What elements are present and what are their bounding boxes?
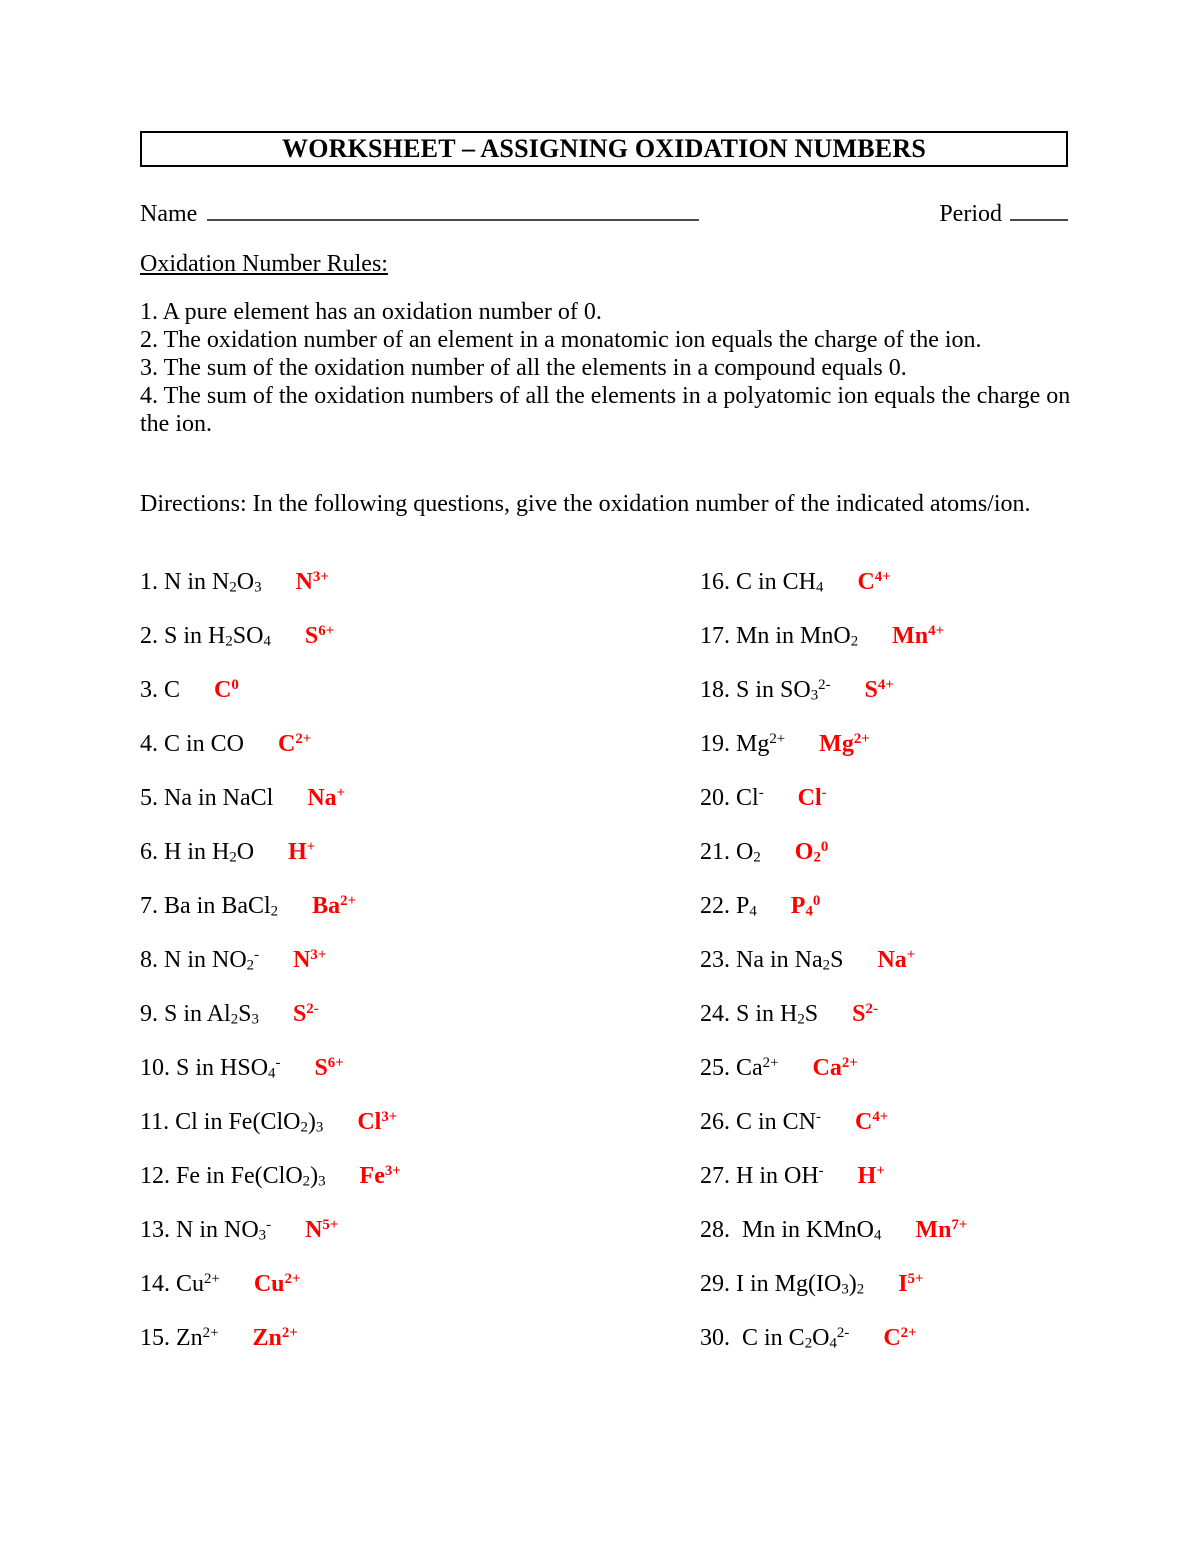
- answer-text: H+: [288, 838, 316, 865]
- question-item: [700, 1162, 1068, 1190]
- answer-text: $S^{6+}$: [314, 1054, 344, 1081]
- question-text: 11. Cl in $Fe(ClO_2)_3$: [140, 1109, 324, 1136]
- question-text: 8. N in $NO_2^-$: [140, 946, 260, 974]
- question-text: 6. H in $H_2O$: [140, 839, 255, 866]
- answer-text: $Mn^{4+}$: [892, 622, 945, 649]
- question-text: 26. C in CN-: [700, 1108, 821, 1135]
- answer-text: $Ca^{2+}$: [812, 1054, 858, 1081]
- directions-text: Directions: In the following questions, give the oxidation number of the indicated atoms/ion.: [140, 491, 1031, 517]
- question-text: 7. Ba in BaCl$_2$: [140, 893, 279, 920]
- question-text: 16. C in $CH_4$: [700, 569, 824, 596]
- question-text: 19. $Mg^{2+}$: [700, 730, 786, 757]
- worksheet-title-box: [140, 131, 1068, 167]
- answer-text: $C^{2+}$: [883, 1324, 917, 1351]
- answer-text: $Cu^{2+}$: [253, 1270, 301, 1297]
- answer-text: $N^{3+}$: [295, 568, 329, 595]
- period-blank-line: [1010, 197, 1068, 221]
- answer-text: $S^{2-}$: [292, 1000, 319, 1027]
- question-item: [140, 730, 700, 758]
- question-text: 14. $Cu^{2+}$: [140, 1270, 220, 1297]
- period-label: Period: [939, 201, 1002, 227]
- question-item: [140, 1054, 700, 1082]
- question-item: [700, 1324, 1068, 1352]
- question-item: [700, 1270, 1068, 1298]
- rule-item: 2. The oxidation number of an element in a monatomic ion equals the charge of the ion.: [140, 327, 982, 353]
- question-text: 23. Na in $Na_2S$: [700, 947, 844, 974]
- question-item: [700, 946, 1068, 974]
- rule-item: 4. The sum of the oxidation numbers of all the elements in a polyatomic ion equals the charge on the ion.: [140, 383, 1071, 437]
- question-text: 12. Fe in $Fe(ClO_2)_3$: [140, 1163, 326, 1190]
- question-item: [140, 1270, 700, 1298]
- answer-text: $Ba^{2+}$: [312, 892, 357, 919]
- answer-text: $S^{4+}$: [864, 676, 894, 703]
- answer-text: $Cl^{3+}$: [357, 1108, 398, 1135]
- question-text: 15. $Zn^{2+}$: [140, 1324, 219, 1351]
- question-item: [700, 676, 1068, 704]
- question-text: 2. S in $H_2SO_4$: [140, 623, 271, 650]
- rules-list: [140, 298, 1072, 438]
- answer-text: $C^0$: [214, 676, 239, 703]
- answer-text: H+: [857, 1162, 885, 1189]
- question-text: 13. N in $NO_3^-$: [140, 1216, 272, 1244]
- question-text: 29. I in $Mg(IO_3)_2$: [700, 1271, 865, 1298]
- answer-text: $N^{3+}$: [293, 946, 327, 973]
- question-text: 24. S in $H_2S$: [700, 1001, 819, 1028]
- question-item: [140, 1108, 700, 1136]
- question-item: [140, 676, 700, 704]
- answer-text: $Mn^{7+}$: [915, 1216, 968, 1243]
- question-item: [140, 784, 700, 812]
- question-text: 30. C in $C_2O_4^{2-}$: [700, 1324, 850, 1352]
- answer-text: $O_2^0$: [794, 838, 829, 866]
- question-item: [140, 1216, 700, 1244]
- answer-text: Cl-: [797, 784, 827, 811]
- question-item: [700, 1000, 1068, 1028]
- question-text: 5. Na in NaCl: [140, 785, 274, 811]
- answer-text: $P_4^0$: [790, 892, 821, 920]
- answer-text: $C^{2+}$: [278, 730, 312, 757]
- worksheet-title: WORKSHEET – ASSIGNING OXIDATION NUMBERS: [282, 134, 926, 163]
- period-group: [939, 197, 1068, 228]
- answer-text: $Zn^{2+}$: [252, 1324, 298, 1351]
- question-item: [140, 946, 700, 974]
- name-group: [140, 197, 699, 228]
- question-text: 4. C in CO: [140, 731, 245, 757]
- question-text: 10. S in $HSO_4^-$: [140, 1054, 281, 1082]
- answer-text: $C^{4+}$: [854, 1108, 889, 1135]
- question-item: [140, 622, 700, 650]
- question-text: 22. $P_4$: [700, 893, 757, 920]
- question-item: [140, 892, 700, 920]
- question-text: 1. N in $N_2O_3$: [140, 569, 262, 596]
- answer-text: $C^{4+}$: [857, 568, 891, 595]
- question-item: [700, 892, 1068, 920]
- answer-text: $Fe^{3+}$: [359, 1162, 401, 1189]
- answer-text: $N^{5+}$: [305, 1216, 339, 1243]
- question-item: [140, 1000, 700, 1028]
- question-item: [700, 784, 1068, 812]
- question-item: [140, 1162, 700, 1190]
- question-text: 17. Mn in MnO$_2$: [700, 623, 859, 650]
- questions-column-right: [700, 568, 1068, 1378]
- question-text: 18. S in $SO_3^{2-}$: [700, 676, 831, 704]
- answer-text: $Mg^{2+}$: [819, 730, 870, 757]
- question-text: 20. Cl-: [700, 784, 764, 811]
- rule-item: 1. A pure element has an oxidation number of 0.: [140, 299, 602, 325]
- answer-text: Na+: [307, 784, 346, 811]
- question-text: 28. Mn in KMnO$_4$: [700, 1217, 882, 1244]
- rules-heading: Oxidation Number Rules:: [140, 251, 388, 277]
- answer-text: $I^{5+}$: [898, 1270, 924, 1297]
- name-period-row: [140, 197, 1068, 228]
- name-blank-line: [207, 197, 699, 221]
- rule-item: 3. The sum of the oxidation number of all the elements in a compound equals 0.: [140, 355, 907, 381]
- name-label: Name: [140, 201, 198, 227]
- questions-column-left: [140, 568, 700, 1378]
- question-item: [140, 838, 700, 866]
- question-item: [700, 1108, 1068, 1136]
- question-item: [700, 622, 1068, 650]
- question-text: 21. $O_2$: [700, 839, 761, 866]
- question-item: [700, 568, 1068, 596]
- question-item: [700, 838, 1068, 866]
- answer-text: $S^{6+}$: [304, 622, 335, 649]
- question-text: 25. $Ca^{2+}$: [700, 1054, 779, 1081]
- questions-section: [140, 568, 1068, 1378]
- question-item: [700, 1216, 1068, 1244]
- question-item: [140, 1324, 700, 1352]
- question-text: 9. S in $Al_2S_3$: [140, 1001, 259, 1028]
- question-item: [700, 730, 1068, 758]
- answer-text: $S^{2-}$: [852, 1000, 878, 1027]
- question-item: [140, 568, 700, 596]
- question-text: 3. C: [140, 677, 181, 703]
- answer-text: Na+: [877, 946, 916, 973]
- question-text: 27. H in OH-: [700, 1162, 824, 1189]
- question-item: [700, 1054, 1068, 1082]
